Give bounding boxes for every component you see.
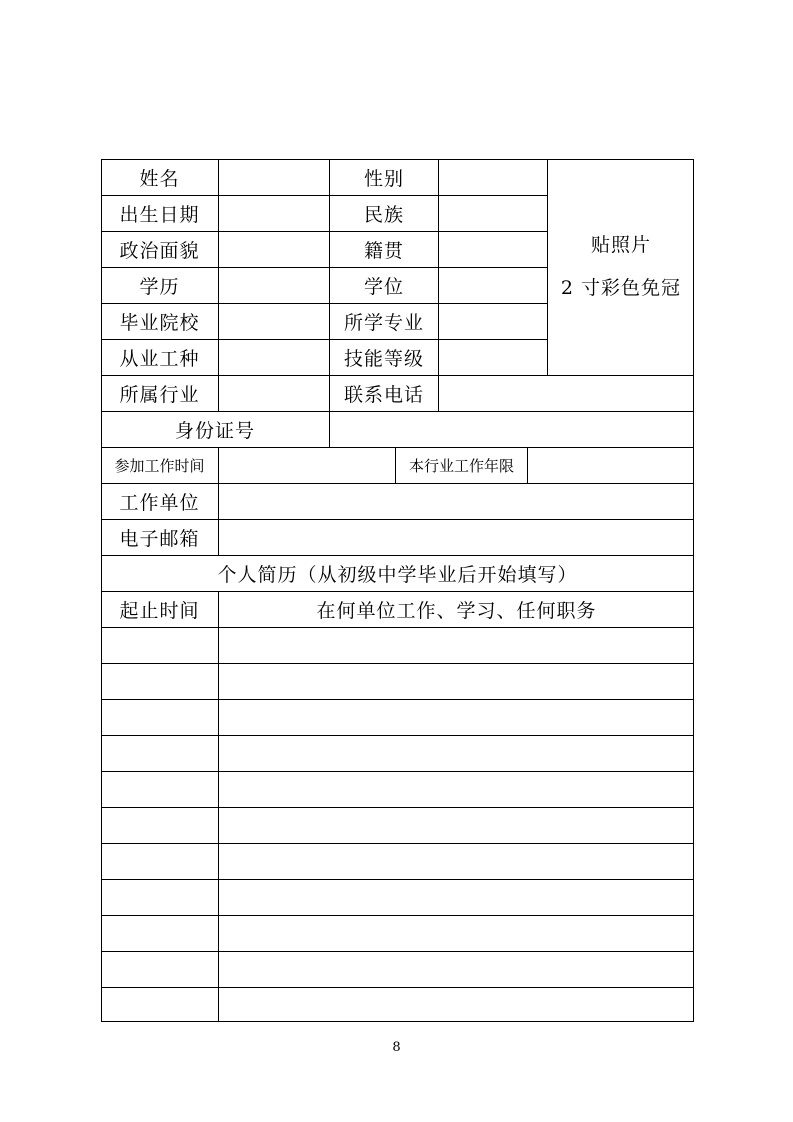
label-gender: 性别 bbox=[363, 167, 404, 190]
resume-detail-field[interactable] bbox=[219, 663, 694, 699]
degree-field[interactable] bbox=[439, 267, 547, 303]
label-industry: 所属行业 bbox=[119, 383, 200, 406]
resume-period-field[interactable] bbox=[101, 663, 218, 699]
resume-detail-field[interactable] bbox=[219, 879, 694, 915]
resume-period-field[interactable] bbox=[101, 699, 218, 735]
resume-period-field[interactable] bbox=[101, 843, 218, 879]
label-degree: 学位 bbox=[363, 275, 404, 298]
photo-spec: 2 寸彩色免冠 bbox=[560, 277, 682, 299]
resume-detail-field[interactable] bbox=[219, 951, 694, 987]
id-number-field[interactable] bbox=[330, 411, 694, 447]
photo-label: 贴照片 bbox=[590, 234, 651, 256]
label-phone: 联系电话 bbox=[343, 383, 424, 406]
graduated-school-field[interactable] bbox=[219, 303, 329, 339]
resume-period-field[interactable] bbox=[101, 987, 218, 1022]
birth-date-field[interactable] bbox=[219, 195, 329, 231]
political-status-field[interactable] bbox=[219, 231, 329, 267]
label-ethnicity: 民族 bbox=[363, 203, 404, 226]
label-employer: 工作单位 bbox=[119, 491, 200, 514]
label-name: 姓名 bbox=[139, 167, 180, 190]
industry-field[interactable] bbox=[219, 375, 329, 411]
label-major: 所学专业 bbox=[343, 311, 424, 334]
label-political-status: 政治面貌 bbox=[119, 239, 200, 262]
label-graduated-school: 毕业院校 bbox=[119, 311, 200, 334]
resume-detail-field[interactable] bbox=[219, 699, 694, 735]
label-skill-level: 技能等级 bbox=[343, 347, 424, 370]
resume-detail-field[interactable] bbox=[219, 807, 694, 843]
photo-placeholder[interactable] bbox=[548, 159, 694, 375]
phone-field[interactable] bbox=[439, 375, 694, 411]
label-education: 学历 bbox=[139, 275, 180, 298]
ethnicity-field[interactable] bbox=[439, 195, 547, 231]
resume-period-field[interactable] bbox=[101, 771, 218, 807]
resume-period-field[interactable] bbox=[101, 735, 218, 771]
label-work-start-date: 参加工作时间 bbox=[114, 456, 205, 475]
label-native-place: 籍贯 bbox=[363, 239, 404, 262]
label-birth-date: 出生日期 bbox=[119, 203, 200, 226]
resume-detail-field[interactable] bbox=[219, 915, 694, 951]
resume-header-period: 起止时间 bbox=[119, 599, 200, 622]
native-place-field[interactable] bbox=[439, 231, 547, 267]
label-id-number: 身份证号 bbox=[174, 419, 255, 442]
resume-detail-field[interactable] bbox=[219, 627, 694, 663]
page-number: 8 bbox=[392, 1040, 401, 1055]
label-occupation: 从业工种 bbox=[119, 347, 200, 370]
major-field[interactable] bbox=[439, 303, 547, 339]
label-industry-years: 本行业工作年限 bbox=[408, 456, 514, 475]
resume-period-field[interactable] bbox=[101, 807, 218, 843]
industry-years-field[interactable] bbox=[528, 447, 694, 483]
employer-field[interactable] bbox=[219, 483, 694, 519]
resume-period-field[interactable] bbox=[101, 627, 218, 663]
resume-header-detail: 在何单位工作、学习、任何职务 bbox=[316, 599, 597, 622]
email-field[interactable] bbox=[219, 519, 694, 555]
resume-period-field[interactable] bbox=[101, 951, 218, 987]
occupation-field[interactable] bbox=[219, 339, 329, 375]
resume-section-title: 个人简历（从初级中学毕业后开始填写） bbox=[217, 563, 578, 586]
resume-detail-field[interactable] bbox=[219, 843, 694, 879]
label-email: 电子邮箱 bbox=[119, 527, 200, 550]
resume-period-field[interactable] bbox=[101, 879, 218, 915]
resume-detail-field[interactable] bbox=[219, 735, 694, 771]
education-field[interactable] bbox=[219, 267, 329, 303]
resume-period-field[interactable] bbox=[101, 915, 218, 951]
gender-field[interactable] bbox=[439, 159, 547, 195]
resume-detail-field[interactable] bbox=[219, 987, 694, 1022]
skill-level-field[interactable] bbox=[439, 339, 547, 375]
name-field[interactable] bbox=[219, 159, 329, 195]
work-start-date-field[interactable] bbox=[219, 447, 395, 483]
resume-detail-field[interactable] bbox=[219, 771, 694, 807]
